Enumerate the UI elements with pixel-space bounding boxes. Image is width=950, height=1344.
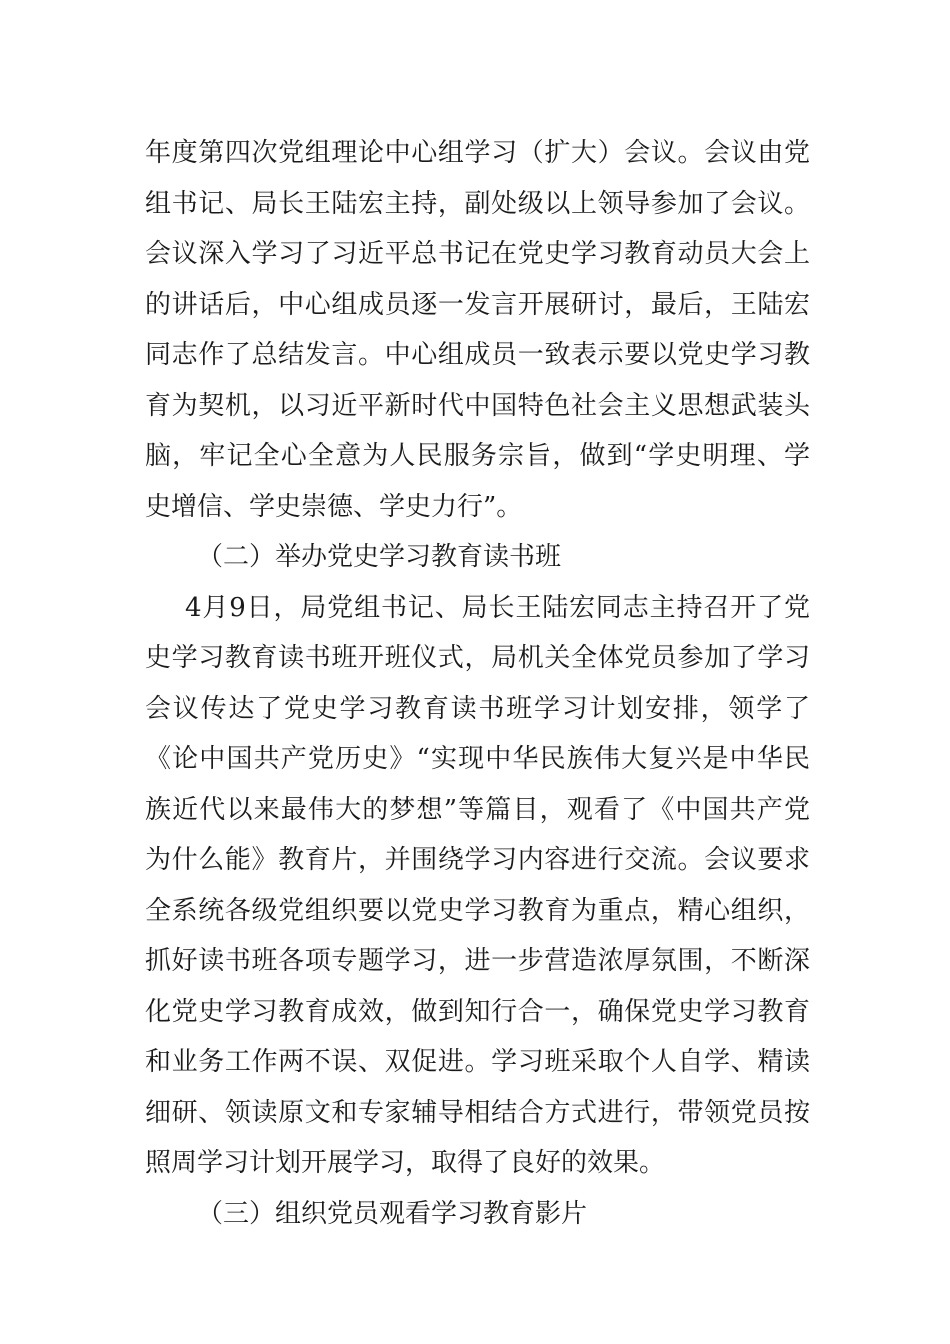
paragraph-2-line: 抓好读书班各项专题学习，进一步营造浓厚氛围，不断深 <box>145 946 810 976</box>
paragraph-1-line: 的讲话后，中心组成员逐一发言开展研讨，最后，王陆宏 <box>145 289 810 320</box>
paragraph-2-line: 照周学习计划开展学习，取得了良好的效果。 <box>145 1148 666 1178</box>
document-body <box>145 128 810 1239</box>
paragraph-2-line: 为什么能》教育片，并围绕学习内容进行交流。会议要求 <box>145 845 810 875</box>
paragraph-1-line: 同志作了总结发言。中心组成员一致表示要以党史学习教 <box>145 340 810 370</box>
paragraph-2-line: 和业务工作两不误、双促进。学习班采取个人自学、精读 <box>145 1047 810 1077</box>
paragraph-2-line: 4月9日，局党组书记、局长王陆宏同志主持召开了党 <box>185 592 810 623</box>
paragraph-2-line: 化党史学习教育成效，做到知行合一，确保党史学习教育 <box>145 996 810 1027</box>
paragraph-2-line: 史学习教育读书班开班仪式，局机关全体党员参加了学习 <box>145 643 810 673</box>
paragraph-2-line: 会议传达了党史学习教育读书班学习计划安排，领学了 <box>145 693 810 724</box>
paragraph-1-line: 年度第四次党组理论中心组学习（扩大）会议。会议由党 <box>145 138 810 168</box>
paragraph-2-line: 细研、领读原文和专家辅导相结合方式进行，带领党员按 <box>145 1097 810 1128</box>
paragraph-2-line: 全系统各级党组织要以党史学习教育为重点，精心组织， <box>145 895 810 926</box>
section-heading-2: （二）举办党史学习教育读书班 <box>197 542 562 572</box>
paragraph-1-line: 育为契机，以习近平新时代中国特色社会主义思想武装头 <box>145 390 810 421</box>
paragraph-2-line: 《论中国共产党历史》“实现中华民族伟大复兴是中华民 <box>145 744 810 774</box>
paragraph-1-line: 组书记、局长王陆宏主持，副处级以上领导参加了会议。 <box>145 188 810 219</box>
paragraph-1-line: 史增信、学史崇德、学史力行”。 <box>145 491 523 522</box>
paragraph-1-line: 会议深入学习了习近平总书记在党史学习教育动员大会上 <box>145 239 810 269</box>
paragraph-2-line: 族近代以来最伟大的梦想”等篇目，观看了《中国共产党 <box>145 794 810 825</box>
paragraph-1-line: 脑，牢记全心全意为人民服务宗旨，做到“学史明理、学 <box>145 441 810 471</box>
section-heading-3: （三）组织党员观看学习教育影片 <box>197 1198 588 1229</box>
